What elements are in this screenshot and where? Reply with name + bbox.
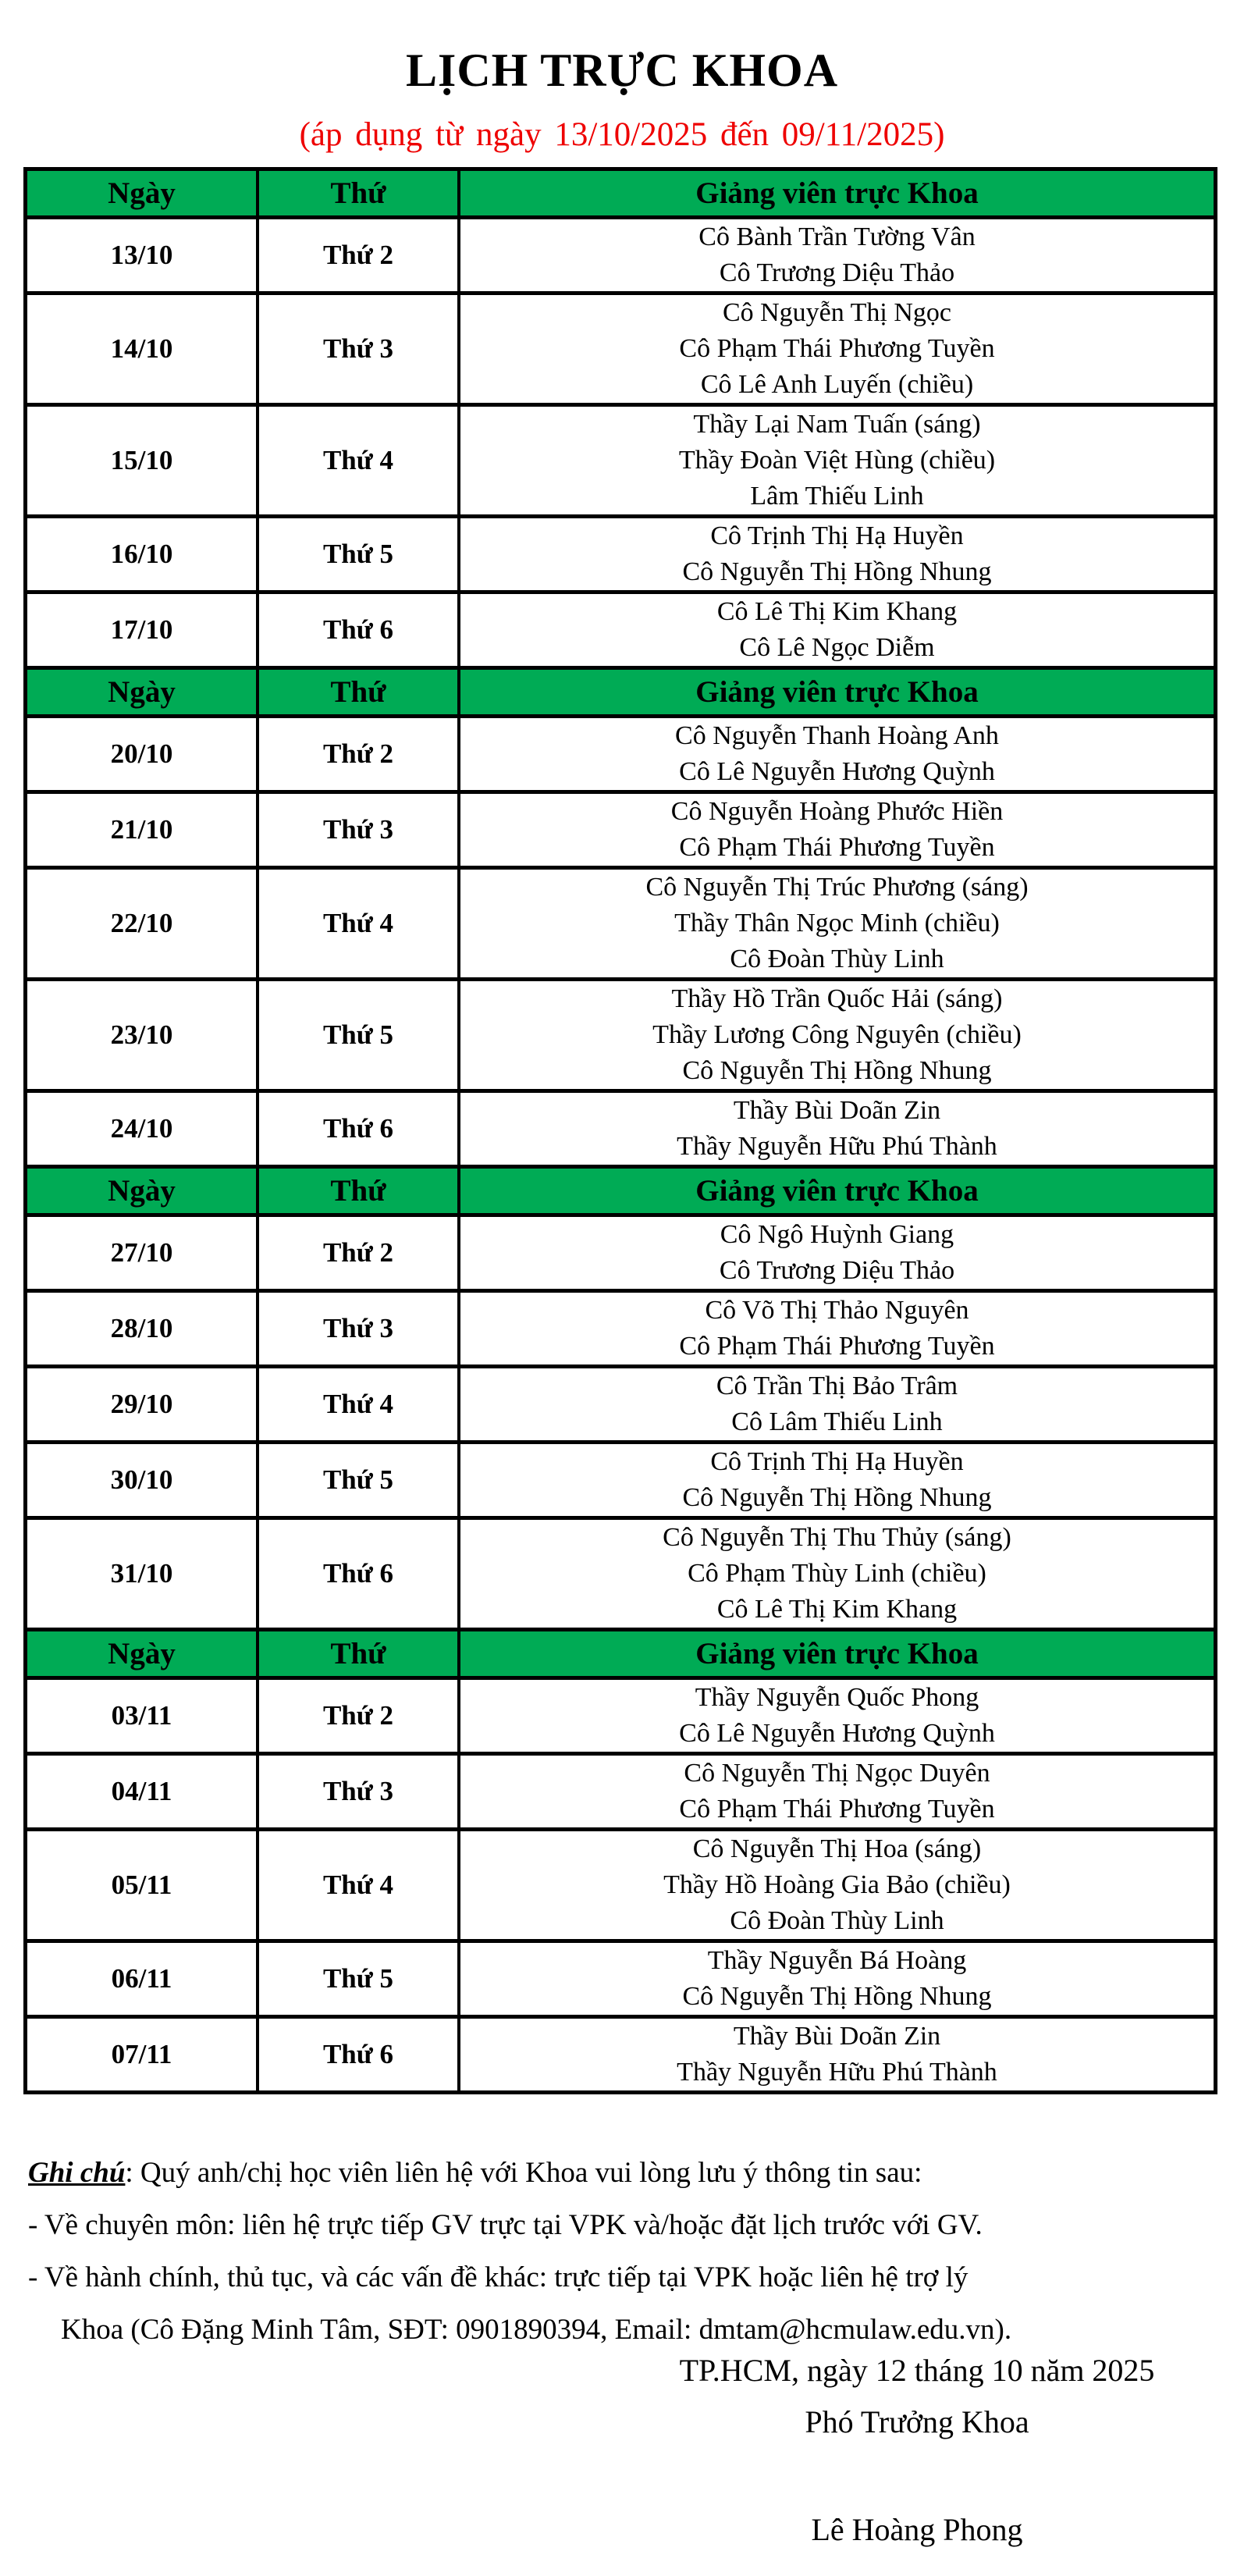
teacher-name: Cô Nguyễn Thị Hồng Nhung: [682, 1056, 992, 1085]
schedule-row: [27, 594, 1214, 670]
table-header-row: [27, 1169, 1214, 1217]
date-cell: 31/10: [27, 1520, 259, 1628]
teacher-name: Cô Lê Thị Kim Khang: [716, 1595, 958, 1624]
schedule-row: [27, 1093, 1214, 1169]
day-cell: Thứ 4: [259, 1831, 460, 1939]
teachers-cell: [460, 1831, 1214, 1939]
teacher-name: Lâm Thiếu Linh: [750, 482, 924, 511]
schedule-row: [27, 870, 1214, 981]
teacher-name: Cô Nguyễn Thị Thu Thủy (sáng): [663, 1523, 1011, 1552]
teacher-name: Cô Nguyễn Thị Hoa (sáng): [692, 1834, 982, 1863]
teachers-cell: [460, 1368, 1214, 1440]
teachers-cell: [460, 1093, 1214, 1165]
teacher-name: Thầy Nguyễn Bá Hoàng: [707, 1946, 967, 1975]
teacher-name: Cô Phạm Thái Phương Tuyền: [679, 1332, 995, 1361]
schedule-row: [27, 718, 1214, 794]
date-cell: 14/10: [27, 295, 259, 403]
date-cell: 15/10: [27, 407, 259, 514]
date-cell: 28/10: [27, 1293, 259, 1364]
date-cell: 22/10: [27, 870, 259, 977]
signature-place-date: TP.HCM, ngày 12 tháng 10 năm 2025: [679, 2353, 1155, 2388]
teacher-name: Cô Nguyễn Thanh Hoàng Anh: [675, 721, 999, 750]
day-cell: Thứ 2: [259, 1217, 460, 1289]
teacher-name: Cô Phạm Thái Phương Tuyền: [679, 833, 995, 862]
table-header-row: [27, 670, 1214, 718]
teacher-name: Cô Trịnh Thị Hạ Huyền: [710, 1447, 964, 1476]
date-cell: 17/10: [27, 594, 259, 666]
date-cell: 23/10: [27, 981, 259, 1089]
teacher-name: Thầy Lương Công Nguyên (chiều): [652, 1020, 1022, 1049]
note-label: Ghi chú: [28, 2157, 126, 2189]
teacher-name: Cô Trương Diệu Thảo: [719, 1256, 955, 1285]
schedule-row: [27, 1293, 1214, 1368]
date-cell: 16/10: [27, 518, 259, 590]
teachers-cell: [460, 1293, 1214, 1364]
day-cell: Thứ 6: [259, 1093, 460, 1165]
schedule-row: [27, 1217, 1214, 1293]
day-cell: Thứ 6: [259, 594, 460, 666]
date-cell: 03/11: [27, 1680, 259, 1752]
header-cell-thu: Thứ: [259, 171, 460, 215]
schedule-row: [27, 407, 1214, 518]
schedule-row: [27, 2019, 1214, 2090]
teachers-cell: [460, 870, 1214, 977]
teachers-cell: [460, 1444, 1214, 1516]
notes-section: [28, 2154, 1216, 2364]
teachers-cell: [460, 1520, 1214, 1628]
date-cell: 13/10: [27, 219, 259, 291]
day-cell: Thứ 2: [259, 718, 460, 790]
teacher-name: Thầy Nguyễn Quốc Phong: [695, 1683, 979, 1712]
day-cell: Thứ 6: [259, 1520, 460, 1628]
day-cell: Thứ 4: [259, 870, 460, 977]
teacher-name: Cô Phạm Thùy Linh (chiều): [688, 1559, 986, 1588]
teacher-name: Cô Nguyễn Thị Hồng Nhung: [682, 1483, 992, 1512]
note-bullet-1: - Về chuyên môn: liên hệ trực tiếp GV trực tại VPK và/hoặc đặt lịch trước với GV.: [28, 2209, 983, 2241]
day-cell: Thứ 3: [259, 794, 460, 866]
day-cell: Thứ 3: [259, 1756, 460, 1827]
teacher-name: Cô Đoàn Thùy Linh: [730, 1906, 944, 1935]
header-cell-ngay: Ngày: [27, 670, 259, 714]
schedule-row: [27, 518, 1214, 594]
date-cell: 30/10: [27, 1444, 259, 1516]
teachers-cell: [460, 295, 1214, 403]
teacher-name: Cô Nguyễn Thị Hồng Nhung: [682, 557, 992, 586]
header-cell-ngay: Ngày: [27, 1169, 259, 1213]
teacher-name: Cô Bành Trần Tường Vân: [698, 222, 976, 251]
table-header-row: [27, 1631, 1214, 1680]
date-cell: 20/10: [27, 718, 259, 790]
day-cell: Thứ 5: [259, 518, 460, 590]
schedule-row: [27, 1520, 1214, 1631]
teachers-cell: [460, 718, 1214, 790]
teachers-cell: [460, 594, 1214, 666]
teacher-name: Cô Phạm Thái Phương Tuyền: [679, 1795, 995, 1823]
teacher-name: Cô Đoàn Thùy Linh: [730, 945, 944, 973]
schedule-table: [23, 167, 1217, 2094]
teachers-cell: [460, 794, 1214, 866]
note-intro-text: : Quý anh/chị học viên liên hệ với Khoa vui lòng lưu ý thông tin sau:: [125, 2157, 922, 2189]
date-cell: 05/11: [27, 1831, 259, 1939]
page-title: LỊCH TRỰC KHOA: [405, 44, 839, 96]
teacher-name: Cô Lê Thị Kim Khang: [716, 597, 958, 626]
teacher-name: Thầy Bùi Doãn Zin: [733, 1096, 941, 1125]
date-cell: 04/11: [27, 1756, 259, 1827]
teachers-cell: [460, 518, 1214, 590]
teacher-name: Thầy Lại Nam Tuấn (sáng): [693, 410, 981, 439]
date-cell: 06/11: [27, 1943, 259, 2015]
teachers-cell: [460, 1680, 1214, 1752]
teacher-name: Thầy Thân Ngọc Minh (chiều): [674, 909, 1000, 938]
header-cell-giang-vien: Giảng viên trực Khoa: [695, 1173, 979, 1208]
header-cell-giang-vien: Giảng viên trực Khoa: [695, 176, 979, 210]
teacher-name: Cô Trần Thị Bảo Trâm: [716, 1372, 958, 1400]
signature-role: Phó Trưởng Khoa: [805, 2404, 1029, 2439]
teacher-name: Thầy Bùi Doãn Zin: [733, 2022, 941, 2051]
teachers-cell: [460, 1756, 1214, 1827]
schedule-row: [27, 794, 1214, 870]
day-cell: Thứ 5: [259, 1943, 460, 2015]
header-cell-thu: Thứ: [259, 1169, 460, 1213]
header-cell-giang-vien: Giảng viên trực Khoa: [695, 1636, 979, 1670]
schedule-row: [27, 1943, 1214, 2019]
teacher-name: Cô Võ Thị Thảo Nguyên: [705, 1296, 969, 1325]
schedule-row: [27, 1831, 1214, 1943]
schedule-row: [27, 1680, 1214, 1756]
day-cell: Thứ 6: [259, 2019, 460, 2090]
date-cell: 24/10: [27, 1093, 259, 1165]
header-cell-ngay: Ngày: [27, 1631, 259, 1676]
teacher-name: Cô Nguyễn Thị Trúc Phương (sáng): [645, 873, 1029, 902]
date-cell: 07/11: [27, 2019, 259, 2090]
page-subtitle: (áp dụng từ ngày 13/10/2025 đến 09/11/2025): [299, 116, 945, 153]
date-cell: 29/10: [27, 1368, 259, 1440]
teacher-name: Thầy Đoàn Việt Hùng (chiều): [678, 446, 996, 475]
header-cell-thu: Thứ: [259, 1631, 460, 1676]
teacher-name: Cô Lê Nguyễn Hương Quỳnh: [679, 1719, 995, 1748]
header-cell-giang-vien: Giảng viên trực Khoa: [695, 674, 979, 709]
teacher-name: Cô Lê Nguyễn Hương Quỳnh: [679, 757, 995, 786]
schedule-row: [27, 1444, 1214, 1520]
teachers-cell: [460, 1943, 1214, 2015]
signature-block: [617, 2351, 1217, 2549]
teacher-name: Cô Lâm Thiếu Linh: [731, 1407, 943, 1436]
note-bullet-2-continuation: Khoa (Cô Đặng Minh Tâm, SĐT: 0901890394, Email: dmtam@hcmulaw.edu.vn).: [61, 2314, 1012, 2346]
teacher-name: Cô Nguyễn Hoàng Phước Hiền: [670, 797, 1004, 826]
teacher-name: Cô Ngô Huỳnh Giang: [720, 1220, 954, 1249]
header-cell-thu: Thứ: [259, 670, 460, 714]
schedule-row: [27, 981, 1214, 1093]
header-cell-ngay: Ngày: [27, 171, 259, 215]
teacher-name: Cô Lê Anh Luyến (chiều): [700, 370, 974, 399]
teachers-cell: [460, 981, 1214, 1089]
schedule-row: [27, 219, 1214, 295]
teacher-name: Thầy Nguyễn Hữu Phú Thành: [677, 2058, 997, 2087]
day-cell: Thứ 3: [259, 295, 460, 403]
schedule-row: [27, 295, 1214, 407]
teacher-name: Cô Phạm Thái Phương Tuyền: [679, 334, 995, 363]
note-intro-line: [28, 2154, 1216, 2192]
note-bullet-2: - Về hành chính, thủ tục, và các vấn đề khác: trực tiếp tại VPK hoặc liên hệ trợ lý: [28, 2261, 969, 2293]
teachers-cell: [460, 1217, 1214, 1289]
day-cell: Thứ 2: [259, 1680, 460, 1752]
day-cell: Thứ 4: [259, 407, 460, 514]
teacher-name: Thầy Hồ Trần Quốc Hải (sáng): [671, 984, 1003, 1013]
teachers-cell: [460, 219, 1214, 291]
day-cell: Thứ 2: [259, 219, 460, 291]
day-cell: Thứ 5: [259, 1444, 460, 1516]
teacher-name: Thầy Nguyễn Hữu Phú Thành: [677, 1132, 997, 1161]
day-cell: Thứ 3: [259, 1293, 460, 1364]
date-cell: 27/10: [27, 1217, 259, 1289]
teachers-cell: [460, 407, 1214, 514]
teacher-name: Cô Nguyễn Thị Hồng Nhung: [682, 1982, 992, 2011]
teacher-name: Cô Trịnh Thị Hạ Huyền: [710, 521, 964, 550]
day-cell: Thứ 4: [259, 1368, 460, 1440]
day-cell: Thứ 5: [259, 981, 460, 1089]
teacher-name: Thầy Hồ Hoàng Gia Bảo (chiều): [663, 1870, 1011, 1899]
table-header-row: [27, 171, 1214, 219]
teachers-cell: [460, 2019, 1214, 2090]
schedule-row: [27, 1756, 1214, 1831]
teacher-name: Cô Nguyễn Thị Ngọc Duyên: [684, 1759, 990, 1788]
teacher-name: Cô Nguyễn Thị Ngọc: [722, 298, 952, 327]
date-cell: 21/10: [27, 794, 259, 866]
signature-name: Lê Hoàng Phong: [811, 2512, 1023, 2547]
schedule-row: [27, 1368, 1214, 1444]
teacher-name: Cô Lê Ngọc Diễm: [739, 633, 935, 662]
teacher-name: Cô Trương Diệu Thảo: [719, 258, 955, 287]
